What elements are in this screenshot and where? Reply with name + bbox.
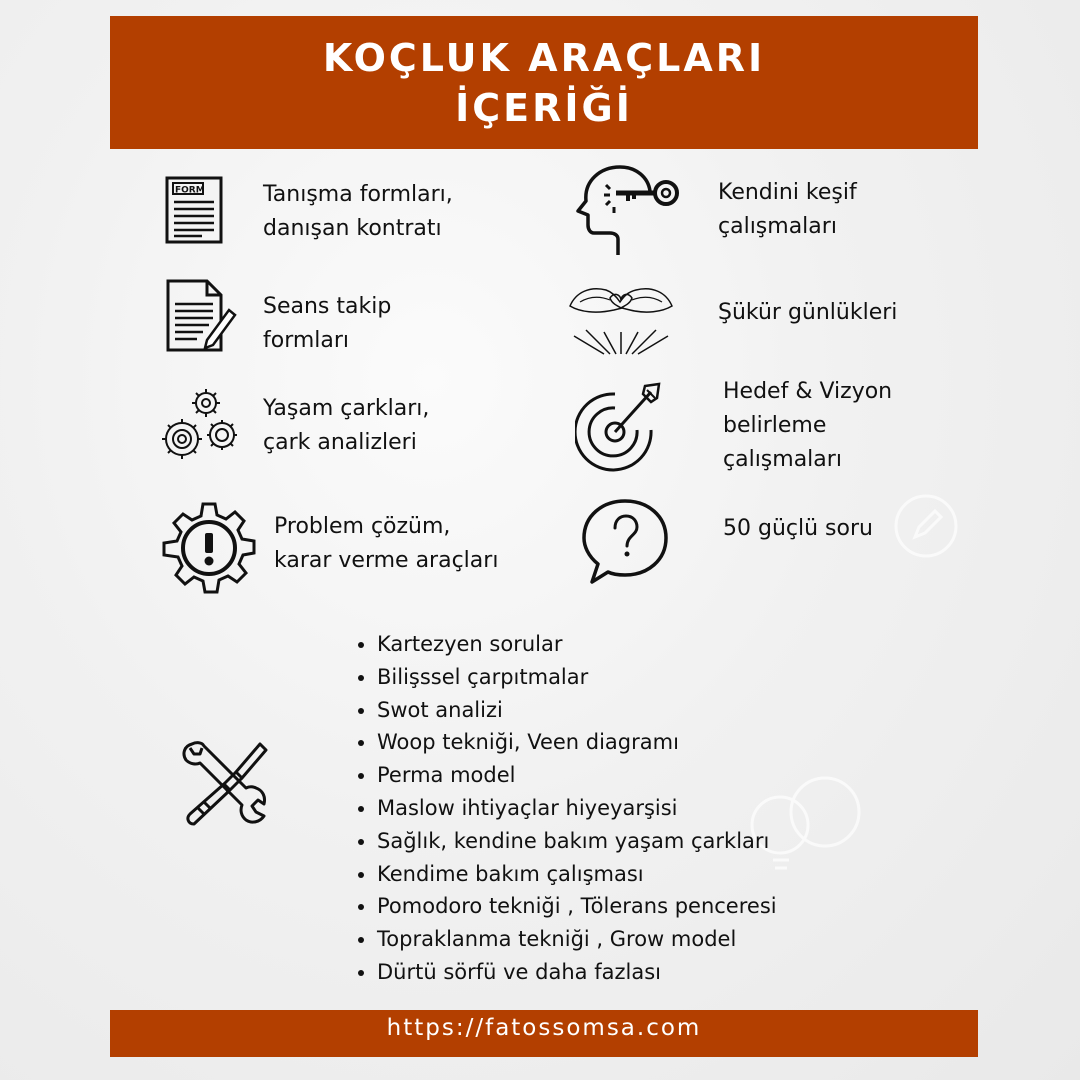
item-label-session-forms [263, 290, 391, 358]
tools-list-item: • Woop tekniği, Veen diagramı [377, 726, 777, 759]
wrench-screwdriver-icon [180, 740, 270, 828]
item-label-gratitude-journal [718, 296, 897, 330]
document-pencil-icon [165, 278, 237, 354]
tools-list-item: • Bilişssel çarpıtmalar [377, 661, 777, 694]
form-icon [165, 176, 225, 246]
label-line: çalışmaları [718, 214, 837, 239]
footer-banner [110, 1010, 978, 1057]
gear-exclamation-icon [158, 500, 260, 602]
label-line: çalışmaları [723, 447, 842, 472]
item-label-problem-solving [274, 510, 498, 578]
label-line: Şükür günlükleri [718, 300, 898, 325]
label-line: Seans takip [263, 294, 392, 319]
tools-list-item: • Kendime bakım çalışması [377, 858, 777, 891]
gears-icon [158, 385, 240, 469]
item-label-goal-vision [723, 375, 892, 477]
title-line-1: KOÇLUK ARAÇLARI [322, 35, 766, 80]
target-arrow-icon [575, 380, 665, 472]
title-line-2: İÇERİĞİ [455, 85, 633, 130]
label-line: 50 güçlü soru [723, 516, 873, 541]
tools-list-item: • Swot analizi [377, 694, 777, 727]
tools-list-item: • Pomodoro tekniği , Tölerans penceresi [377, 890, 777, 923]
label-line: Yaşam çarkları, [263, 396, 430, 421]
website-url: https://fatossomsa.com [386, 1015, 702, 1041]
tools-list-item: • Kartezyen sorular [377, 628, 777, 661]
item-label-self-discovery [718, 176, 857, 244]
label-line: Tanışma formları, [263, 182, 453, 207]
tools-list [355, 628, 777, 989]
tools-list-item: • Perma model [377, 759, 777, 792]
label-line: formları [263, 328, 350, 353]
label-line: Problem çözüm, [274, 514, 451, 539]
label-line: danışan kontratı [263, 216, 442, 241]
head-key-icon [570, 163, 682, 259]
label-line: çark analizleri [263, 430, 417, 455]
svg-text:FORM: FORM [175, 185, 205, 196]
question-bubble-icon [582, 498, 668, 586]
label-line: Hedef & Vizyon [723, 379, 893, 404]
tools-list-item: • Topraklanma tekniği , Grow model [377, 923, 777, 956]
item-label-life-wheels [263, 392, 429, 460]
title-banner [110, 16, 978, 149]
tools-list-item: • Maslow ihtiyaçlar hiyeyarşisi [377, 792, 777, 825]
pencil-circle-icon [893, 493, 959, 559]
item-label-powerful-questions [723, 512, 873, 546]
heart-hands-icon [566, 278, 676, 358]
tools-list-item: • Sağlık, kendine bakım yaşam çarkları [377, 825, 777, 858]
label-line: belirleme [723, 413, 827, 438]
label-line: karar verme araçları [274, 548, 499, 573]
item-label-intake-forms [263, 178, 453, 246]
tools-list-item: • Dürtü sörfü ve daha fazlası [377, 956, 777, 989]
label-line: Kendini keşif [718, 180, 857, 205]
